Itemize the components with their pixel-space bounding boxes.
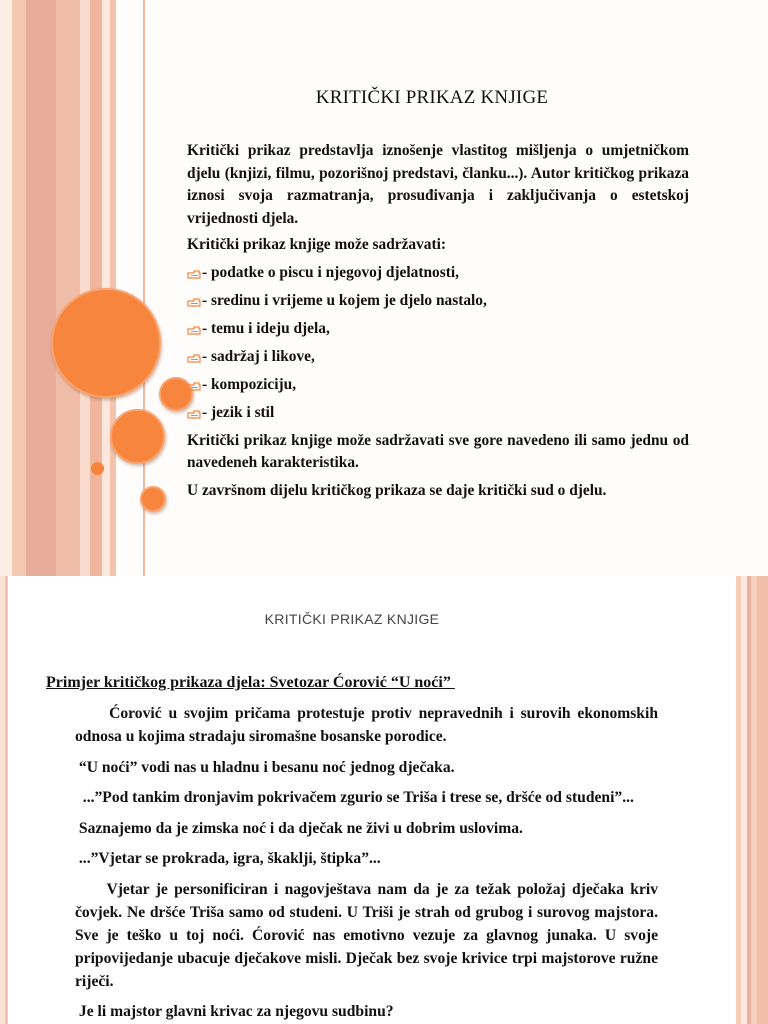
body-paragraph: Vjetar je personificiran i nagovještava nam da je za težak položaj dječaka kriv čovjek. Ne dršće Triša samo od studeni. U Triši je strah od grubog i surovog majstora. Sve je teško u toj noći. Ćorović nas emotivno vezuje za glavnog junaka. U svoje pripovijedanje ubacuje dječakove misli. Dječak bez svoje krivice trpi majstorove ružne riječi. [75, 880, 662, 990]
bullet-item [187, 400, 689, 428]
right-decorative-stripe [757, 576, 768, 1024]
decorative-circle-large [51, 288, 161, 398]
slide-2 [0, 576, 768, 1024]
body-paragraph: ...”Pod tankim dronjavim pokrivačem zgurio se Triša i trese se, dršće od studeni”... [75, 789, 634, 806]
pointing-hand-icon [187, 352, 201, 364]
slide-title: KRITIČKI PRIKAZ KNJIGE [264, 611, 440, 627]
bullet-text: - jezik i stil [202, 404, 275, 422]
bullet-item [187, 260, 689, 288]
pointing-hand-icon [187, 380, 201, 392]
after-list-paragraph: Kritički prikaz knjige može sadržavati sve gore navedeno ili samo jednu od navedeneh karakteristika. [187, 431, 689, 471]
slide-body [75, 702, 662, 1024]
decorative-circle [140, 486, 166, 512]
body-paragraph: Ćorović u svojim pričama protestuje protiv nepravednih i surovih ekonomskih odnosa u kojima stradaju siromašne bosanske porodice. [75, 705, 662, 745]
slide-body [187, 140, 689, 502]
pointing-hand-icon [187, 296, 201, 308]
body-paragraph: Je li majstor glavni krivac za njegovu sudbinu? [75, 1003, 394, 1020]
decorative-circle [110, 409, 165, 464]
bullet-text: - podatke o piscu i njegovoj djelatnosti, [202, 264, 459, 282]
bullet-text: - kompoziciju, [202, 376, 297, 394]
bullet-item [187, 372, 689, 400]
bullet-text: - sadržaj i likove, [202, 348, 315, 366]
body-paragraph: Saznajemo da je zimska noć i da dječak ne živi u dobrim uslovima. [75, 819, 523, 837]
body-paragraph: ...”Vjetar se prokrada, igra, škaklji, štipka”... [75, 850, 381, 867]
slide-title: KRITIČKI PRIKAZ KNJIGE [315, 87, 549, 108]
intro-paragraph: Kritički prikaz predstavlja iznošenje vlastitog mišljenja o umjetničkom djelu (knjizi, filmu, pozorišnoj predstavi, članku...). Autor kritičkog prikaza iznosi svoja razmatranja, prosuđivanja i zaključivanja o estetskoj vrijednosti djela. [187, 142, 689, 227]
bullet-item [187, 344, 689, 372]
bullet-item [187, 316, 689, 344]
closing-paragraph: U završnom dijelu kritičkog prikaza se daje kritički sud o djelu. [187, 481, 607, 499]
bullet-item [187, 288, 689, 316]
bullet-text: - sredinu i vrijeme u kojem je djelo nastalo, [202, 292, 487, 310]
left-decorative-stripe [5, 576, 8, 1024]
list-intro: Kritički prikaz knjige može sadržavati: [187, 236, 447, 253]
pointing-hand-icon [187, 268, 201, 280]
decorative-circle-small [91, 462, 104, 475]
pointing-hand-icon [187, 324, 201, 336]
bullet-text: - temu i ideju djela, [202, 320, 330, 338]
body-paragraph: “U noći” vodi nas u hladnu i besanu noć jednog dječaka. [75, 758, 455, 776]
example-heading: Primjer kritičkog prikaza djela: Svetozar Ćorović “U noći” [46, 674, 455, 691]
pointing-hand-icon [187, 408, 201, 420]
